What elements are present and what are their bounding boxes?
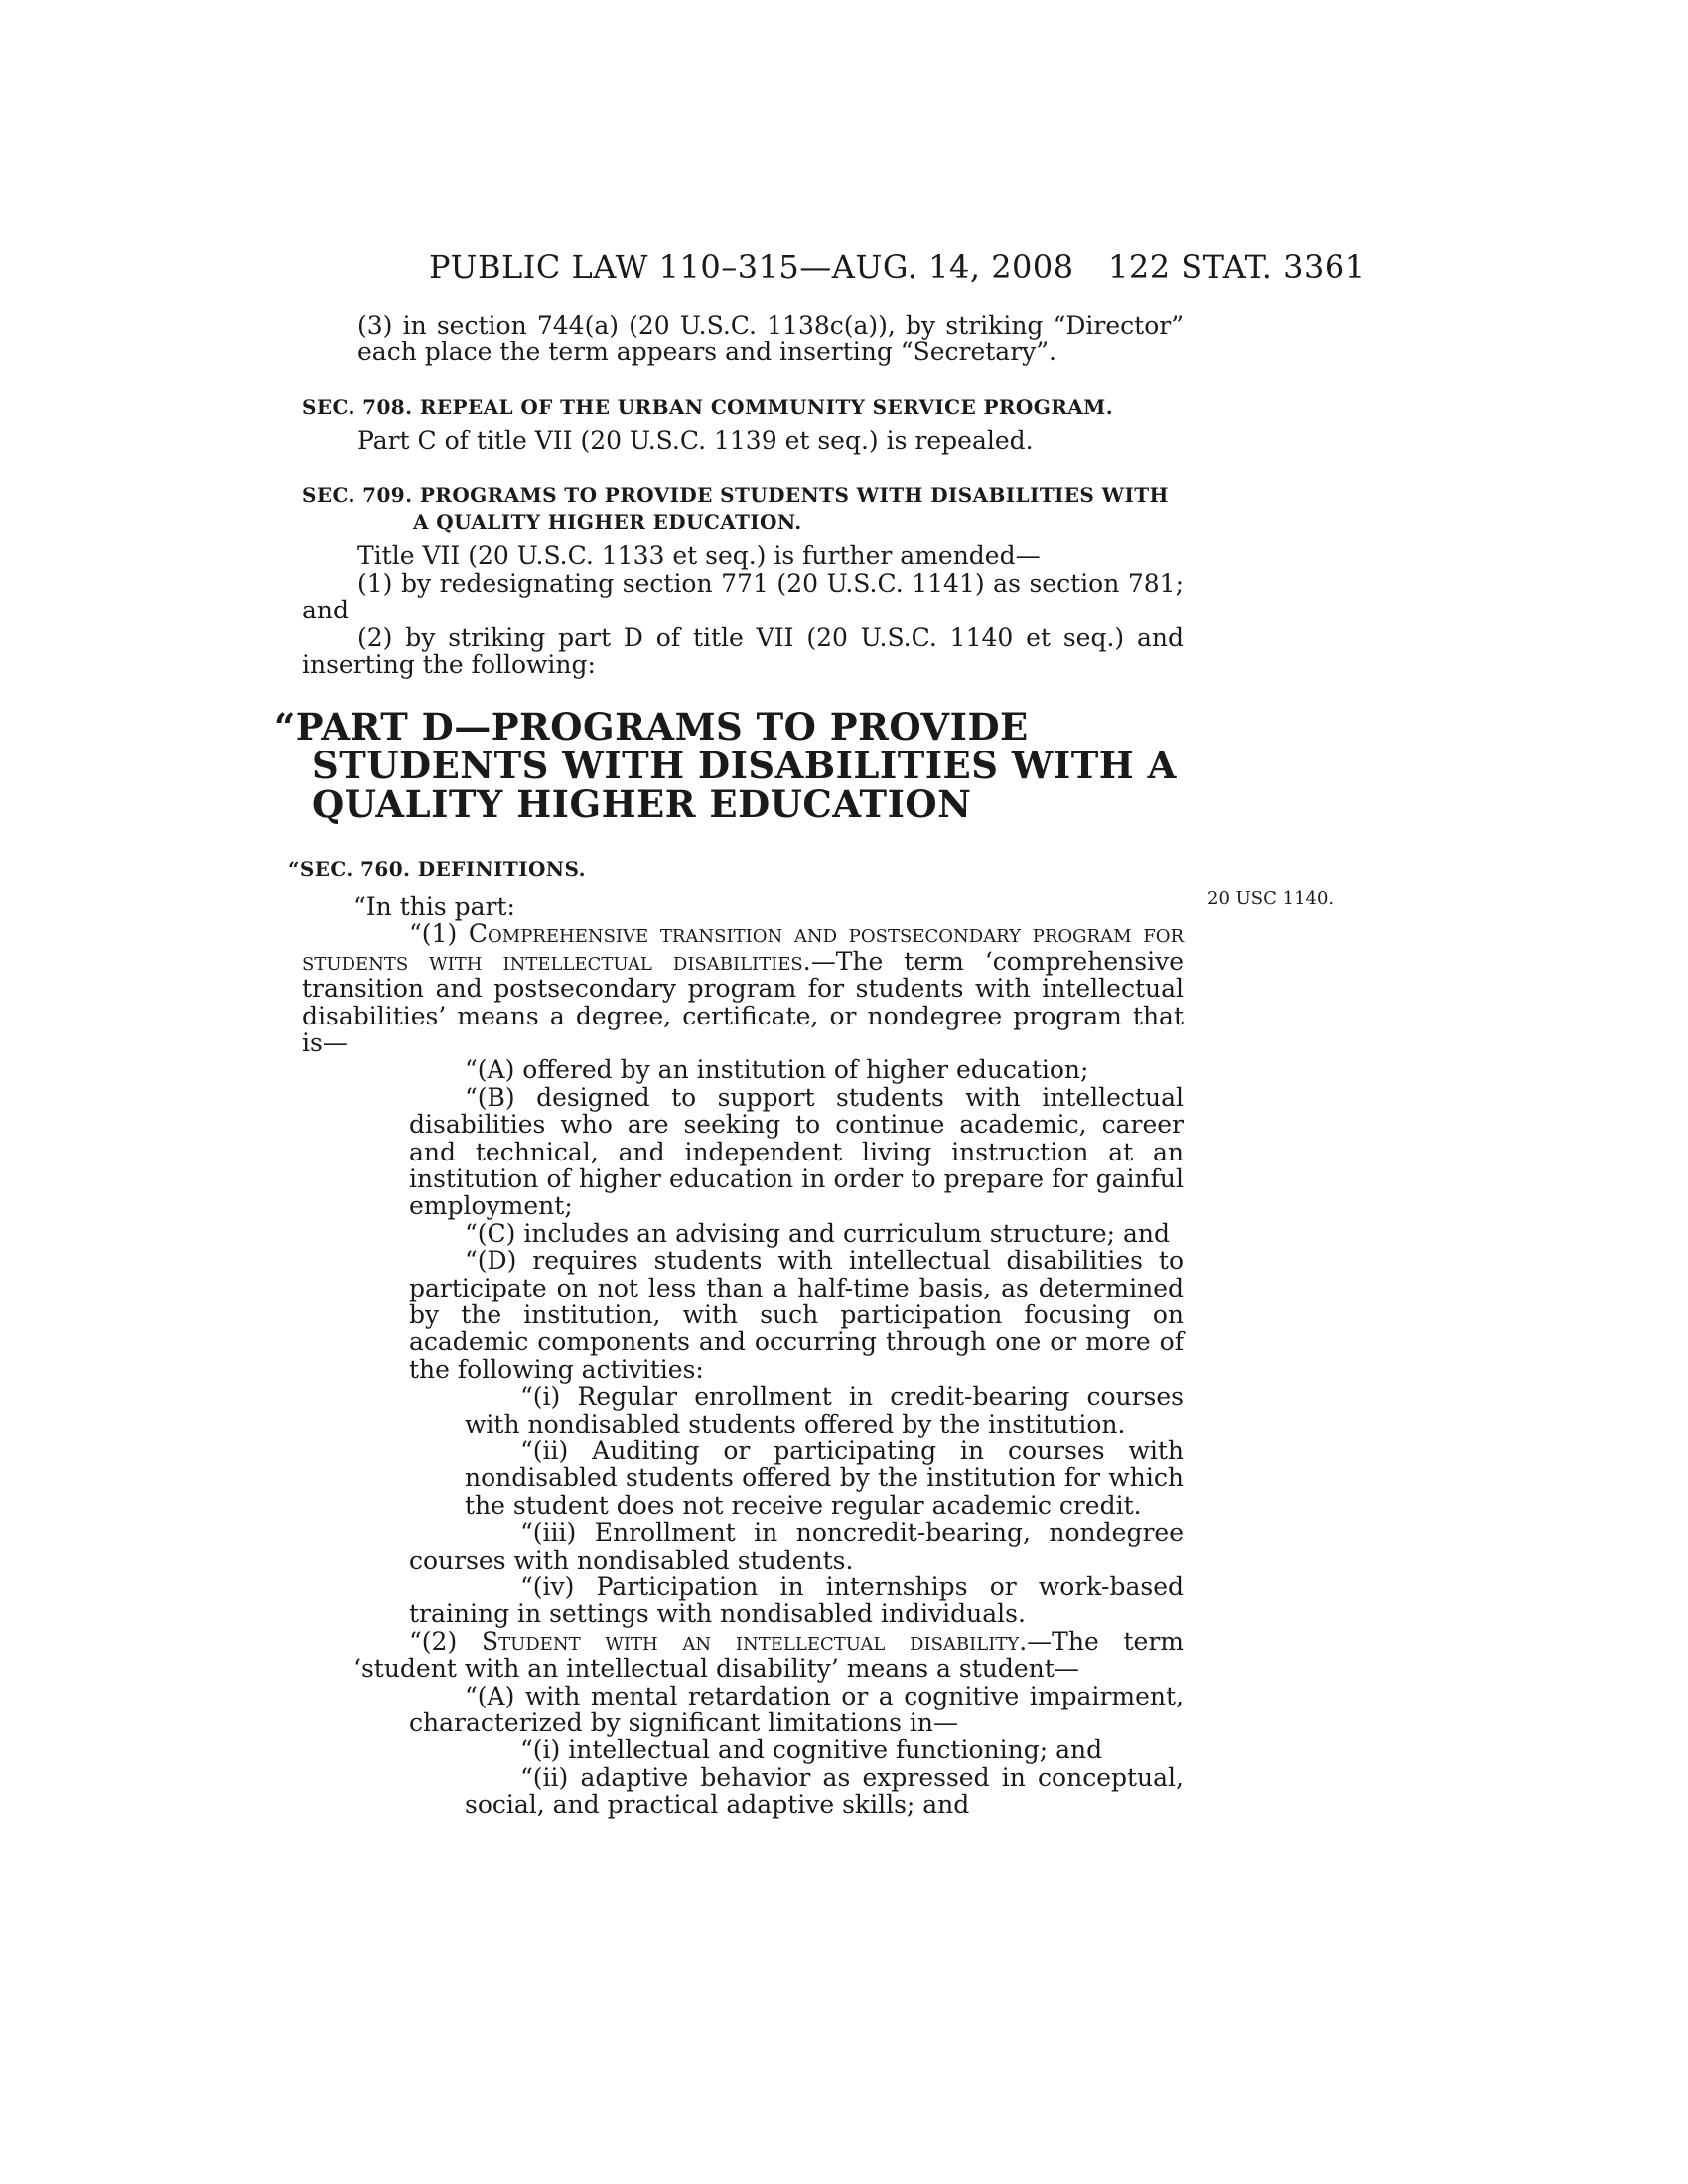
- section-709-item-1: (1) by redesignating section 771 (20 U.S.C. 1141) as section 781; and: [302, 568, 1184, 625]
- in-this-part: “In this part:: [353, 891, 515, 921]
- section-709-item-2: (2) by striking part D of title VII (20 U.S.C. 1140 et seq.) and inserting the following:: [302, 622, 1184, 680]
- definition-2: [302, 1628, 1184, 1683]
- definition-1-A: “(A) offered by an institution of higher education;: [465, 1055, 1089, 1085]
- definition-1-D-ii: “(ii) Auditing or participating in courses with nondisabled students offered by the institution for which the student does not receive regular academic credit.: [465, 1436, 1184, 1520]
- section-708-text: Part C of title VII (20 U.S.C. 1139 et seq.) is repealed.: [357, 426, 1034, 456]
- document-body: [274, 311, 1184, 1820]
- part-d-heading: “PART D—PROGRAMS TO PROVIDE STUDENTS WITH DISABILITIES WITH A QUALITY HIGHER EDUCATION: [274, 705, 1177, 827]
- margin-citation: 20 USC 1140.: [1207, 888, 1335, 909]
- paragraph-3: (3) in section 744(a) (20 U.S.C. 1138c(a)), by striking “Director” each place the term appears and inserting “Secretary”.: [357, 311, 1184, 367]
- section-709-heading: SEC. 709. PROGRAMS TO PROVIDE STUDENTS WITH DISABILITIES WITH A QUALITY HIGHER EDUCATION.: [302, 482, 1169, 535]
- definition-1-caption: “(1) Comprehensive transition and postsecondary program for students with intellectual disabilities.: [302, 919, 1184, 976]
- definition-2-text: —The term ‘student with an intellectual disability’ means a student—: [353, 1626, 1184, 1684]
- definition-1-C: “(C) includes an advising and curriculum structure; and: [465, 1218, 1170, 1248]
- definition-1-D-iv: “(iv) Participation in internships or work-based training in settings with nondisabled individuals.: [409, 1572, 1184, 1629]
- definition-2-caption: “(2) Student with an intellectual disability.: [409, 1626, 1028, 1656]
- section-708-heading: SEC. 708. REPEAL OF THE URBAN COMMUNITY SERVICE PROGRAM.: [302, 394, 1114, 419]
- definition-2-A-ii: “(ii) adaptive behavior as expressed in conceptual, social, and practical adaptive skills; and: [465, 1762, 1184, 1820]
- definition-1-D-iii: “(iii) Enrollment in noncredit-bearing, nondegree courses with nondisabled students.: [409, 1518, 1184, 1574]
- definition-2-A-i: “(i) intellectual and cognitive functioning; and: [520, 1735, 1103, 1765]
- definition-1: [302, 920, 1184, 1056]
- definition-1-D-i: “(i) Regular enrollment in credit-bearing courses with nondisabled students offered by the institution.: [465, 1382, 1184, 1438]
- definition-2-A: “(A) with mental retardation or a cognitive impairment, characterized by significant limitations in—: [409, 1681, 1184, 1738]
- running-header-left: PUBLIC LAW 110–315—AUG. 14, 2008: [429, 248, 1074, 286]
- definition-1-D: “(D) requires students with intellectual disabilities to participate on not less than a half-time basis, as determined by the institution, with such participation focusing on academic components and occurring through one or more of the following activities:: [409, 1246, 1184, 1384]
- page-number-stat: 122 STAT. 3361: [1108, 248, 1366, 286]
- section-709-intro: Title VII (20 U.S.C. 1133 et seq.) is further amended—: [357, 541, 1041, 571]
- definition-1-B: “(B) designed to support students with intellectual disabilities who are seeking to continue academic, career and technical, and independent living instruction at an institution of higher education in order to prepare for gainful employment;: [409, 1082, 1184, 1221]
- definition-1-text: —The term ‘comprehensive transition and postsecondary program for students with intellectual disabilities’ means a degree, certificate, or nondegree program that is—: [302, 946, 1184, 1057]
- section-760-heading: “SEC. 760. DEFINITIONS.: [288, 857, 586, 882]
